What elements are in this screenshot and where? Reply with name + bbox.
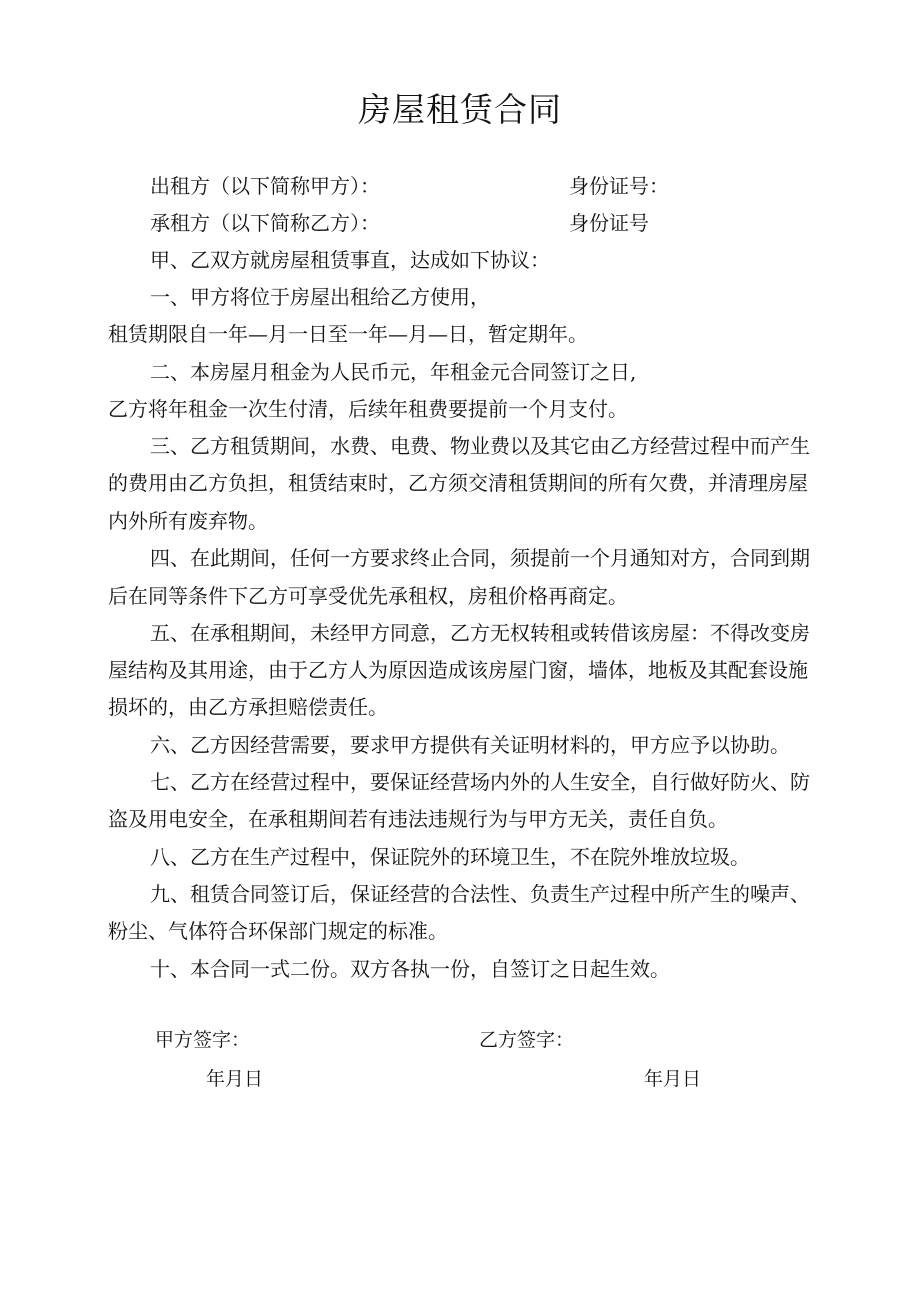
document-title: 房屋租赁合同 bbox=[358, 90, 562, 129]
lessee-id-label: 身份证号 bbox=[569, 211, 649, 235]
clause-7-line-1: 七、乙方在经营过程中，要保证经营场内外的人生安全，自行做好防火、防 bbox=[150, 770, 810, 794]
clause-1-line-2: 租赁期限自一年—月一日至一年—月—日，暂定期年。 bbox=[108, 322, 588, 346]
clause-2-line-2: 乙方将年租金一次生付清，后续年租费要提前一个月支付。 bbox=[108, 397, 628, 421]
agreement-intro: 甲、乙双方就房屋租赁事直，达成如下协议： bbox=[150, 248, 550, 272]
clause-9-line-2: 粉尘、气体符合环保部门规定的标准。 bbox=[108, 919, 448, 943]
clause-9-line-1: 九、租赁合同签订后，保证经营的合法性、负责生产过程中所产生的噪声、 bbox=[150, 882, 810, 906]
clause-6-line-1: 六、乙方因经营需要，要求甲方提供有关证明材料的，甲方应予以协助。 bbox=[150, 733, 790, 757]
clause-4-line-1: 四、在此期间，任何一方要求终止合同，须提前一个月通知对方，合同到期 bbox=[150, 546, 810, 570]
party-b-signature-label: 乙方签字： bbox=[479, 1029, 575, 1051]
clause-4-line-2: 后在同等条件下乙方可享受优先承租权，房租价格再商定。 bbox=[108, 584, 628, 608]
clause-3-line-3: 内外所有废弃物。 bbox=[108, 509, 268, 533]
clause-5-line-1: 五、在承租期间，未经甲方同意，乙方无权转租或转借该房屋：不得改变房 bbox=[150, 621, 810, 645]
party-b-date: 年月日 bbox=[644, 1068, 702, 1090]
party-a-signature-label: 甲方签字： bbox=[155, 1029, 251, 1051]
clause-3-line-1: 三、乙方租赁期间，水费、电费、物业费以及其它由乙方经营过程中而产生 bbox=[150, 434, 810, 458]
clause-5-line-2: 屋结构及其用途，由于乙方人为原因造成该房屋门窗，墙体，地板及其配套设施 bbox=[108, 658, 808, 682]
lessor-id-label: 身份证号： bbox=[569, 174, 669, 198]
clause-7-line-2: 盗及用电安全，在承租期间若有违法违规行为与甲方无关，责任自负。 bbox=[108, 807, 728, 831]
clause-2-line-1: 二、本房屋月租金为人民币元，年租金元合同签订之日, bbox=[150, 360, 637, 384]
clause-1-line-1: 一、甲方将位于房屋出租给乙方使用， bbox=[150, 285, 490, 309]
clause-8-line-1: 八、乙方在生产过程中，保证院外的环境卫生，不在院外堆放垃圾。 bbox=[150, 845, 750, 869]
party-a-date: 年月日 bbox=[206, 1068, 264, 1090]
lessee-label: 承租方（以下简称乙方）： bbox=[150, 211, 380, 235]
clause-3-line-2: 的费用由乙方负担，租赁结束时，乙方须交清租赁期间的所有欠费，并清理房屋 bbox=[108, 471, 808, 495]
clause-10-line-1: 十、本合同一式二份。双方各执一份，自签订之日起生效。 bbox=[150, 957, 670, 981]
clause-5-line-3: 损坏的，由乙方承担赔偿责任。 bbox=[108, 695, 388, 719]
lessor-label: 出租方（以下简称甲方）： bbox=[150, 174, 380, 198]
